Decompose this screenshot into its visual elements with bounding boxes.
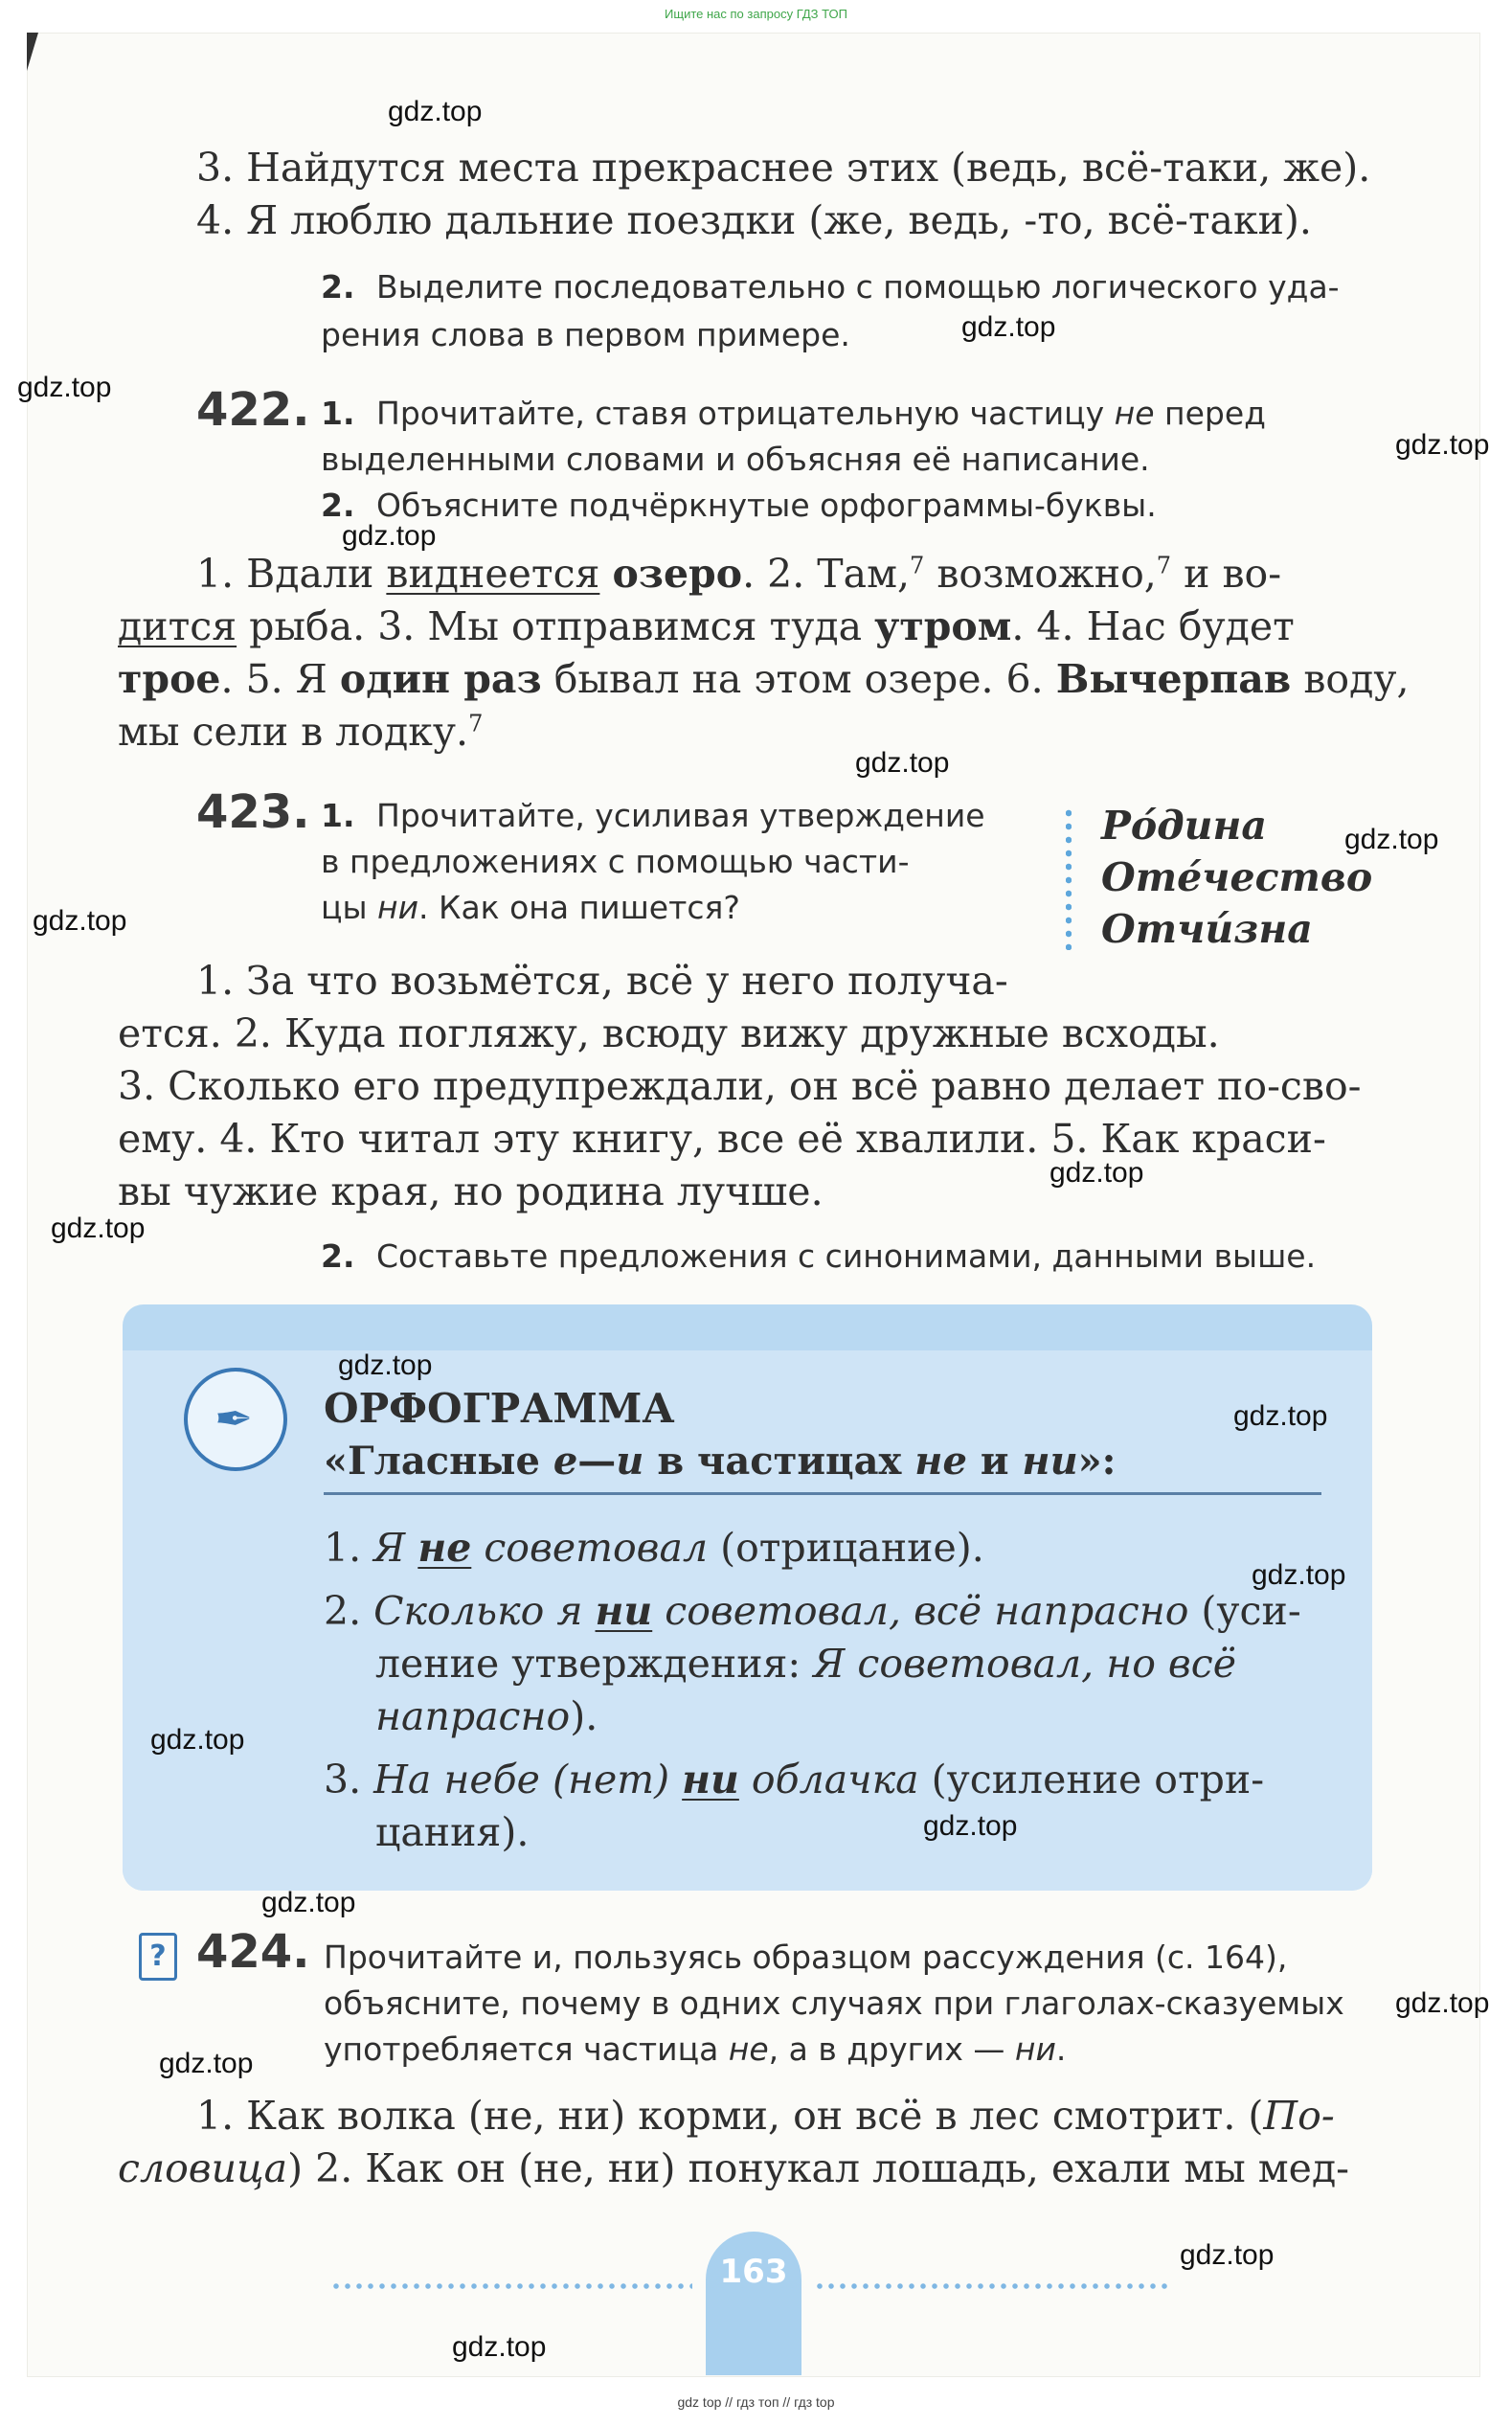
- intro-task2-line1: Выделите последовательно с помощью логического уда-: [376, 268, 1340, 306]
- watermark: gdz.top: [923, 1810, 1018, 1842]
- ex423-text-line5: вы чужие края, но родина лучше.: [118, 1168, 824, 1214]
- ex422-text-line1: 1. Вдали виднеется озеро. 2. Там,$^7$ возможно,$^7$ и во-: [196, 551, 1282, 597]
- ex424-text-line2: словица) 2. Как он (не, ни) понукал лошадь, ехали мы мед-: [118, 2145, 1350, 2191]
- watermark: gdz.top: [51, 1213, 146, 1244]
- pen-nib-icon: ✒: [184, 1368, 287, 1471]
- ex422-text-line4: мы сели в лодку.$^7$: [118, 709, 484, 755]
- watermark: gdz.top: [1180, 2239, 1275, 2271]
- page-number-dots-right: [814, 2283, 1168, 2289]
- orthogram-item-2-line2: ление утверждения: Я советовал, но всё: [375, 1641, 1237, 1687]
- watermark: gdz.top: [1252, 1559, 1346, 1591]
- orthogram-item-1: 1. Я не советовал (отрицание).: [324, 1525, 984, 1571]
- synonym-divider: [1066, 806, 1072, 950]
- ex423-text-line4: ему. 4. Кто читал эту книгу, все её хвалили. 5. Как краси-: [118, 1116, 1326, 1162]
- ex423-task2-number: 2.: [321, 1237, 355, 1275]
- watermark: gdz.top: [33, 905, 127, 937]
- page-number-dots-left: [330, 2283, 692, 2289]
- orthogram-heading: ОРФОГРАММА: [324, 1385, 675, 1432]
- watermark: gdz.top: [338, 1349, 433, 1381]
- ex423-text-line2: ется. 2. Куда погляжу, всюду вижу дружные всходы.: [118, 1010, 1220, 1056]
- ex422-task1-line1: Прочитайте, ставя отрицательную частицу не перед: [376, 395, 1266, 432]
- ex422-text-line3: трое. 5. Я один раз бывал на этом озере. 6. Вычерпав воду,: [118, 656, 1410, 702]
- watermark: gdz.top: [388, 96, 483, 127]
- exercise-422-number: 422.: [196, 383, 310, 437]
- watermark: gdz.top: [1233, 1400, 1328, 1432]
- ex423-text-line1: 1. За что возьмётся, всё у него получа-: [196, 958, 1008, 1004]
- page-number: 163: [719, 2253, 788, 2291]
- synonym-2: Оте́чество: [1101, 854, 1373, 900]
- ex423-task2: Составьте предложения с синонимами, данными выше.: [376, 1237, 1317, 1275]
- watermark: gdz.top: [1395, 429, 1490, 461]
- intro-task2-number: 2.: [321, 268, 355, 306]
- ex422-text-line2: дится рыба. 3. Мы отправимся туда утром. 4. Нас будет: [118, 603, 1295, 649]
- orthogram-subtitle-underline: [324, 1492, 1321, 1495]
- watermark: gdz.top: [855, 747, 950, 779]
- watermark: gdz.top: [452, 2331, 547, 2363]
- question-icon: ?: [139, 1933, 177, 1981]
- page-corner: [27, 33, 38, 71]
- orthogram-subtitle: «Гласные е—и в частицах не и ни»:: [324, 1439, 1117, 1484]
- ex423-text-line3: 3. Сколько его предупреждали, он всё равно делает по-сво-: [118, 1063, 1362, 1109]
- ex423-task1-line3: цы ни. Как она пишется?: [321, 889, 740, 926]
- orthogram-item-2-line1: 2. Сколько я ни советовал, всё напрасно (уси-: [324, 1588, 1301, 1634]
- exercise-423-number: 423.: [196, 785, 310, 839]
- ex424-text-line1: 1. Как волка (не, ни) корми, он всё в лес смотрит. (По-: [196, 2093, 1335, 2139]
- orthogram-item-3-line2: цания).: [375, 1809, 530, 1855]
- orthogram-item-3-line1: 3. На небе (нет) ни облачка (усиление отри-: [324, 1757, 1265, 1802]
- intro-line-4: 4. Я люблю дальние поездки (же, ведь, -то, всё-таки).: [196, 197, 1312, 243]
- orthogram-item-2-line3: напрасно).: [375, 1693, 598, 1739]
- ex422-task1-line2: выделенными словами и объясняя её написание.: [321, 441, 1150, 478]
- ex423-task1-line1: Прочитайте, усиливая утверждение: [376, 797, 985, 834]
- watermark: gdz.top: [17, 372, 112, 403]
- watermark: gdz.top: [961, 311, 1056, 343]
- exercise-424-number: 424.: [196, 1925, 310, 1979]
- ex422-task2: Объясните подчёркнутые орфограммы-буквы.: [376, 487, 1157, 524]
- ex422-task1-number: 1.: [321, 395, 355, 432]
- page-number-tab: [706, 2232, 801, 2375]
- ex422-task2-number: 2.: [321, 487, 355, 524]
- watermark: gdz.top: [261, 1887, 356, 1918]
- intro-task2-line2: рения слова в первом примере.: [321, 316, 850, 353]
- ex424-task-line2: объясните, почему в одних случаях при глаголах-сказуемых: [324, 1984, 1344, 2022]
- synonym-3: Отчи́зна: [1101, 906, 1313, 952]
- top-banner: Ищите нас по запросу ГДЗ ТОП: [665, 7, 847, 21]
- watermark: gdz.top: [1344, 824, 1439, 855]
- intro-line-3: 3. Найдутся места прекраснее этих (ведь, всё-таки, же).: [196, 145, 1371, 191]
- synonym-1: Ро́дина: [1101, 803, 1267, 849]
- ex423-task1-line2: в предложениях с помощью части-: [321, 843, 910, 880]
- ex424-task-line3: употребляется частица не, а в других — ни.: [324, 2030, 1067, 2068]
- bottom-banner: gdz top // гдз топ // гдз top: [677, 2394, 835, 2410]
- ex424-task-line1: Прочитайте и, пользуясь образцом рассуждения (с. 164),: [324, 1939, 1288, 1976]
- watermark: gdz.top: [150, 1724, 245, 1756]
- watermark: gdz.top: [1049, 1157, 1144, 1189]
- watermark: gdz.top: [1395, 1987, 1490, 2019]
- watermark: gdz.top: [159, 2048, 254, 2079]
- watermark: gdz.top: [342, 520, 437, 552]
- ex423-task1-number: 1.: [321, 797, 355, 834]
